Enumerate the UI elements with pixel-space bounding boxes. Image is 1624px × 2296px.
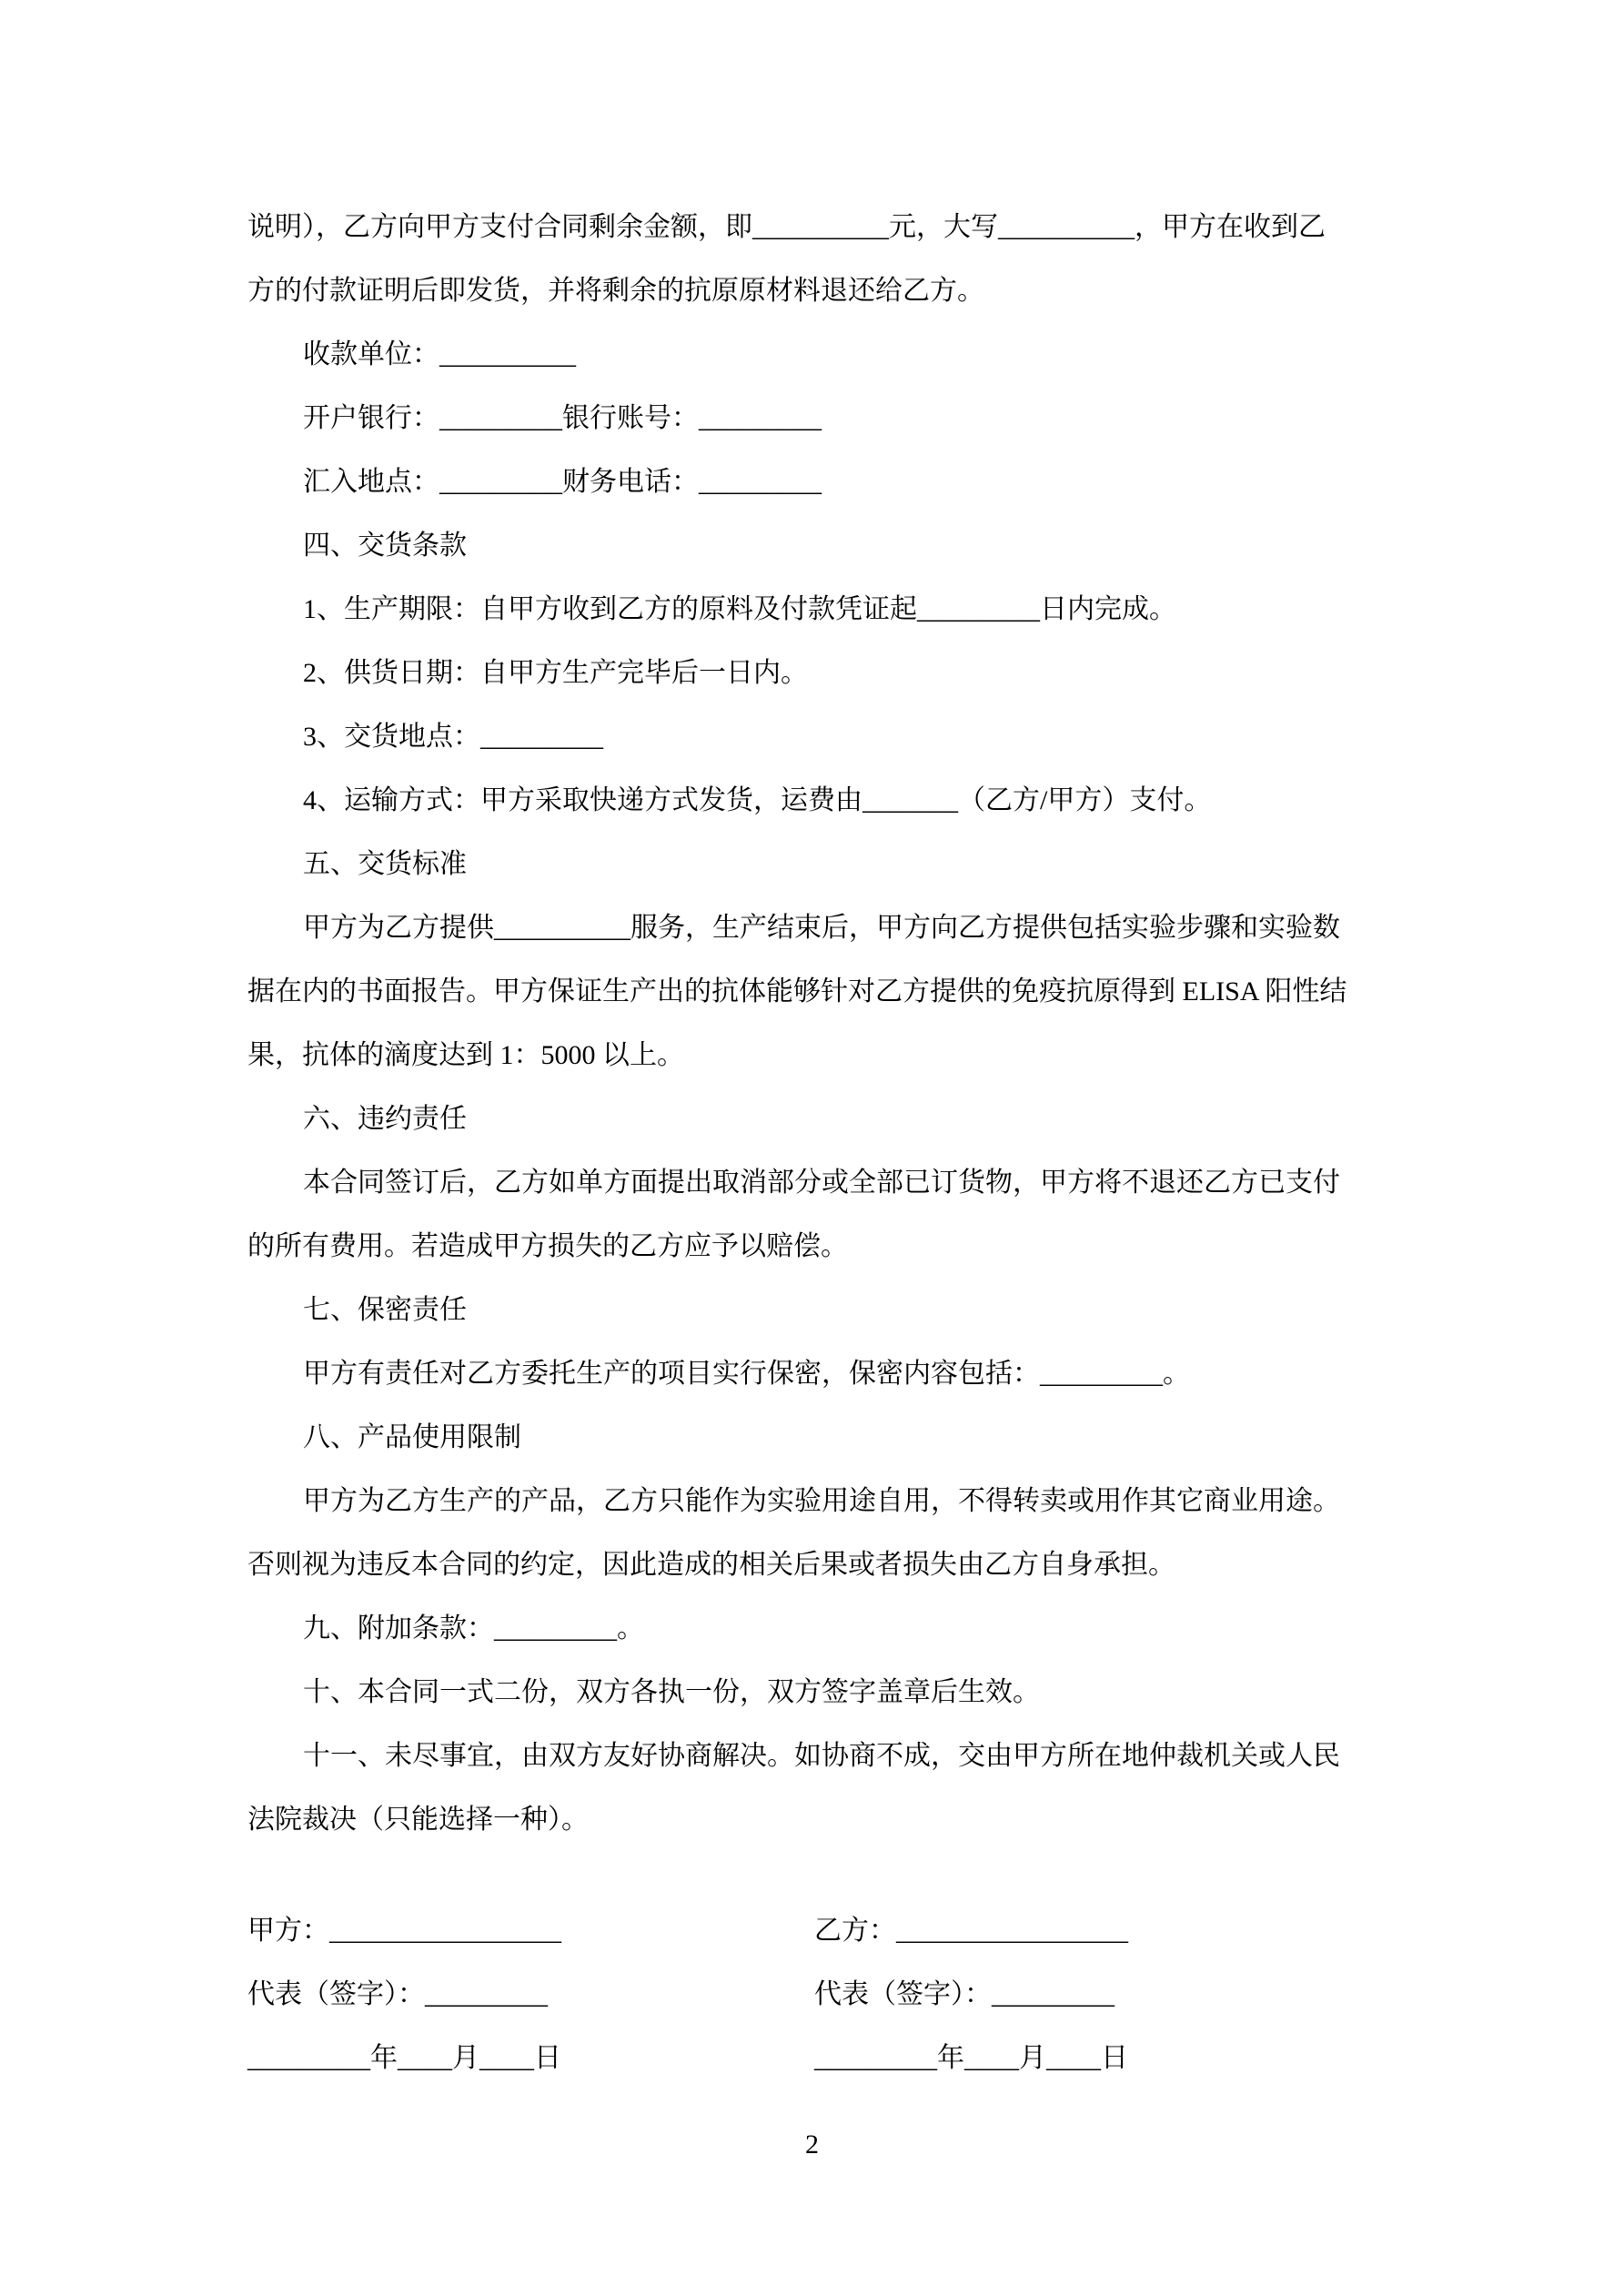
party-a-representative-sign-line: 代表（签字）：_________ bbox=[247, 1979, 548, 2009]
contract-line: 3、交货地点：_________ bbox=[303, 722, 603, 752]
contract-line: 开户银行：_________银行账号：_________ bbox=[303, 403, 822, 433]
contract-line: 汇入地点：_________财务电话：_________ bbox=[303, 467, 822, 497]
party-a-date-line: _________年____月____日 bbox=[247, 2043, 561, 2073]
party-b-name-line: 乙方：_________________ bbox=[814, 1916, 1128, 1946]
contract-section-heading: 四、交货条款 bbox=[303, 531, 467, 561]
contract-line: 说明），乙方向甲方支付合同剩余金额，即__________元，大写__________，甲方在收到乙 bbox=[247, 212, 1326, 242]
contract-line: 十一、未尽事宜，由双方友好协商解决。如协商不成，交由甲方所在地仲裁机关或人民 bbox=[303, 1741, 1340, 1771]
contract-line: 收款单位：__________ bbox=[303, 339, 576, 369]
contract-line: 果，抗体的滴度达到 1：5000 以上。 bbox=[247, 1040, 684, 1070]
contract-line: 方的付款证明后即发货，并将剩余的抗原原材料退还给乙方。 bbox=[247, 276, 984, 306]
contract-section-heading: 五、交货标准 bbox=[303, 849, 467, 879]
contract-line: 甲方为乙方提供__________服务，生产结束后，甲方向乙方提供包括实验步骤和实验数 bbox=[303, 913, 1340, 943]
contract-line: 2、供货日期：自甲方生产完毕后一日内。 bbox=[303, 658, 808, 688]
contract-line: 甲方为乙方生产的产品，乙方只能作为实验用途自用，不得转卖或用作其它商业用途。 bbox=[303, 1486, 1340, 1516]
contract-line: 4、运输方式：甲方采取快递方式发货，运费由_______（乙方/甲方）支付。 bbox=[303, 785, 1212, 815]
contract-line: 九、附加条款：_________。 bbox=[303, 1613, 644, 1644]
contract-section-heading: 八、产品使用限制 bbox=[303, 1422, 521, 1452]
party-b-representative-sign-line: 代表（签字）：_________ bbox=[814, 1979, 1115, 2009]
contract-line: 1、生产期限：自甲方收到乙方的原料及付款凭证起_________日内完成。 bbox=[303, 594, 1176, 624]
contract-line: 的所有费用。若造成甲方损失的乙方应予以赔偿。 bbox=[247, 1231, 848, 1261]
signature-block bbox=[0, 1899, 1624, 2099]
party-b-signature bbox=[814, 1899, 1128, 2090]
page-number: 2 bbox=[805, 2129, 819, 2159]
contract-line: 据在内的书面报告。甲方保证生产出的抗体能够针对乙方提供的免疫抗原得到 ELISA 阳性结 bbox=[247, 976, 1347, 1006]
contract-body bbox=[247, 196, 1394, 1852]
contract-line: 十、本合同一式二份，双方各执一份，双方签字盖章后生效。 bbox=[303, 1677, 1040, 1707]
contract-line: 本合同签订后，乙方如单方面提出取消部分或全部已订货物，甲方将不退还乙方已支付 bbox=[303, 1168, 1340, 1198]
party-a-name-line: 甲方：_________________ bbox=[247, 1916, 561, 1946]
contract-section-heading: 七、保密责任 bbox=[303, 1295, 467, 1325]
contract-line: 否则视为违反本合同的约定，因此造成的相关后果或者损失由乙方自身承担。 bbox=[247, 1550, 1175, 1580]
contract-section-heading: 六、违约责任 bbox=[303, 1104, 467, 1134]
party-a-signature bbox=[247, 1899, 561, 2090]
contract-line: 法院裁决（只能选择一种）。 bbox=[247, 1805, 589, 1835]
contract-line: 甲方有责任对乙方委托生产的项目实行保密，保密内容包括：_________。 bbox=[303, 1359, 1190, 1389]
party-b-date-line: _________年____月____日 bbox=[814, 2043, 1128, 2073]
